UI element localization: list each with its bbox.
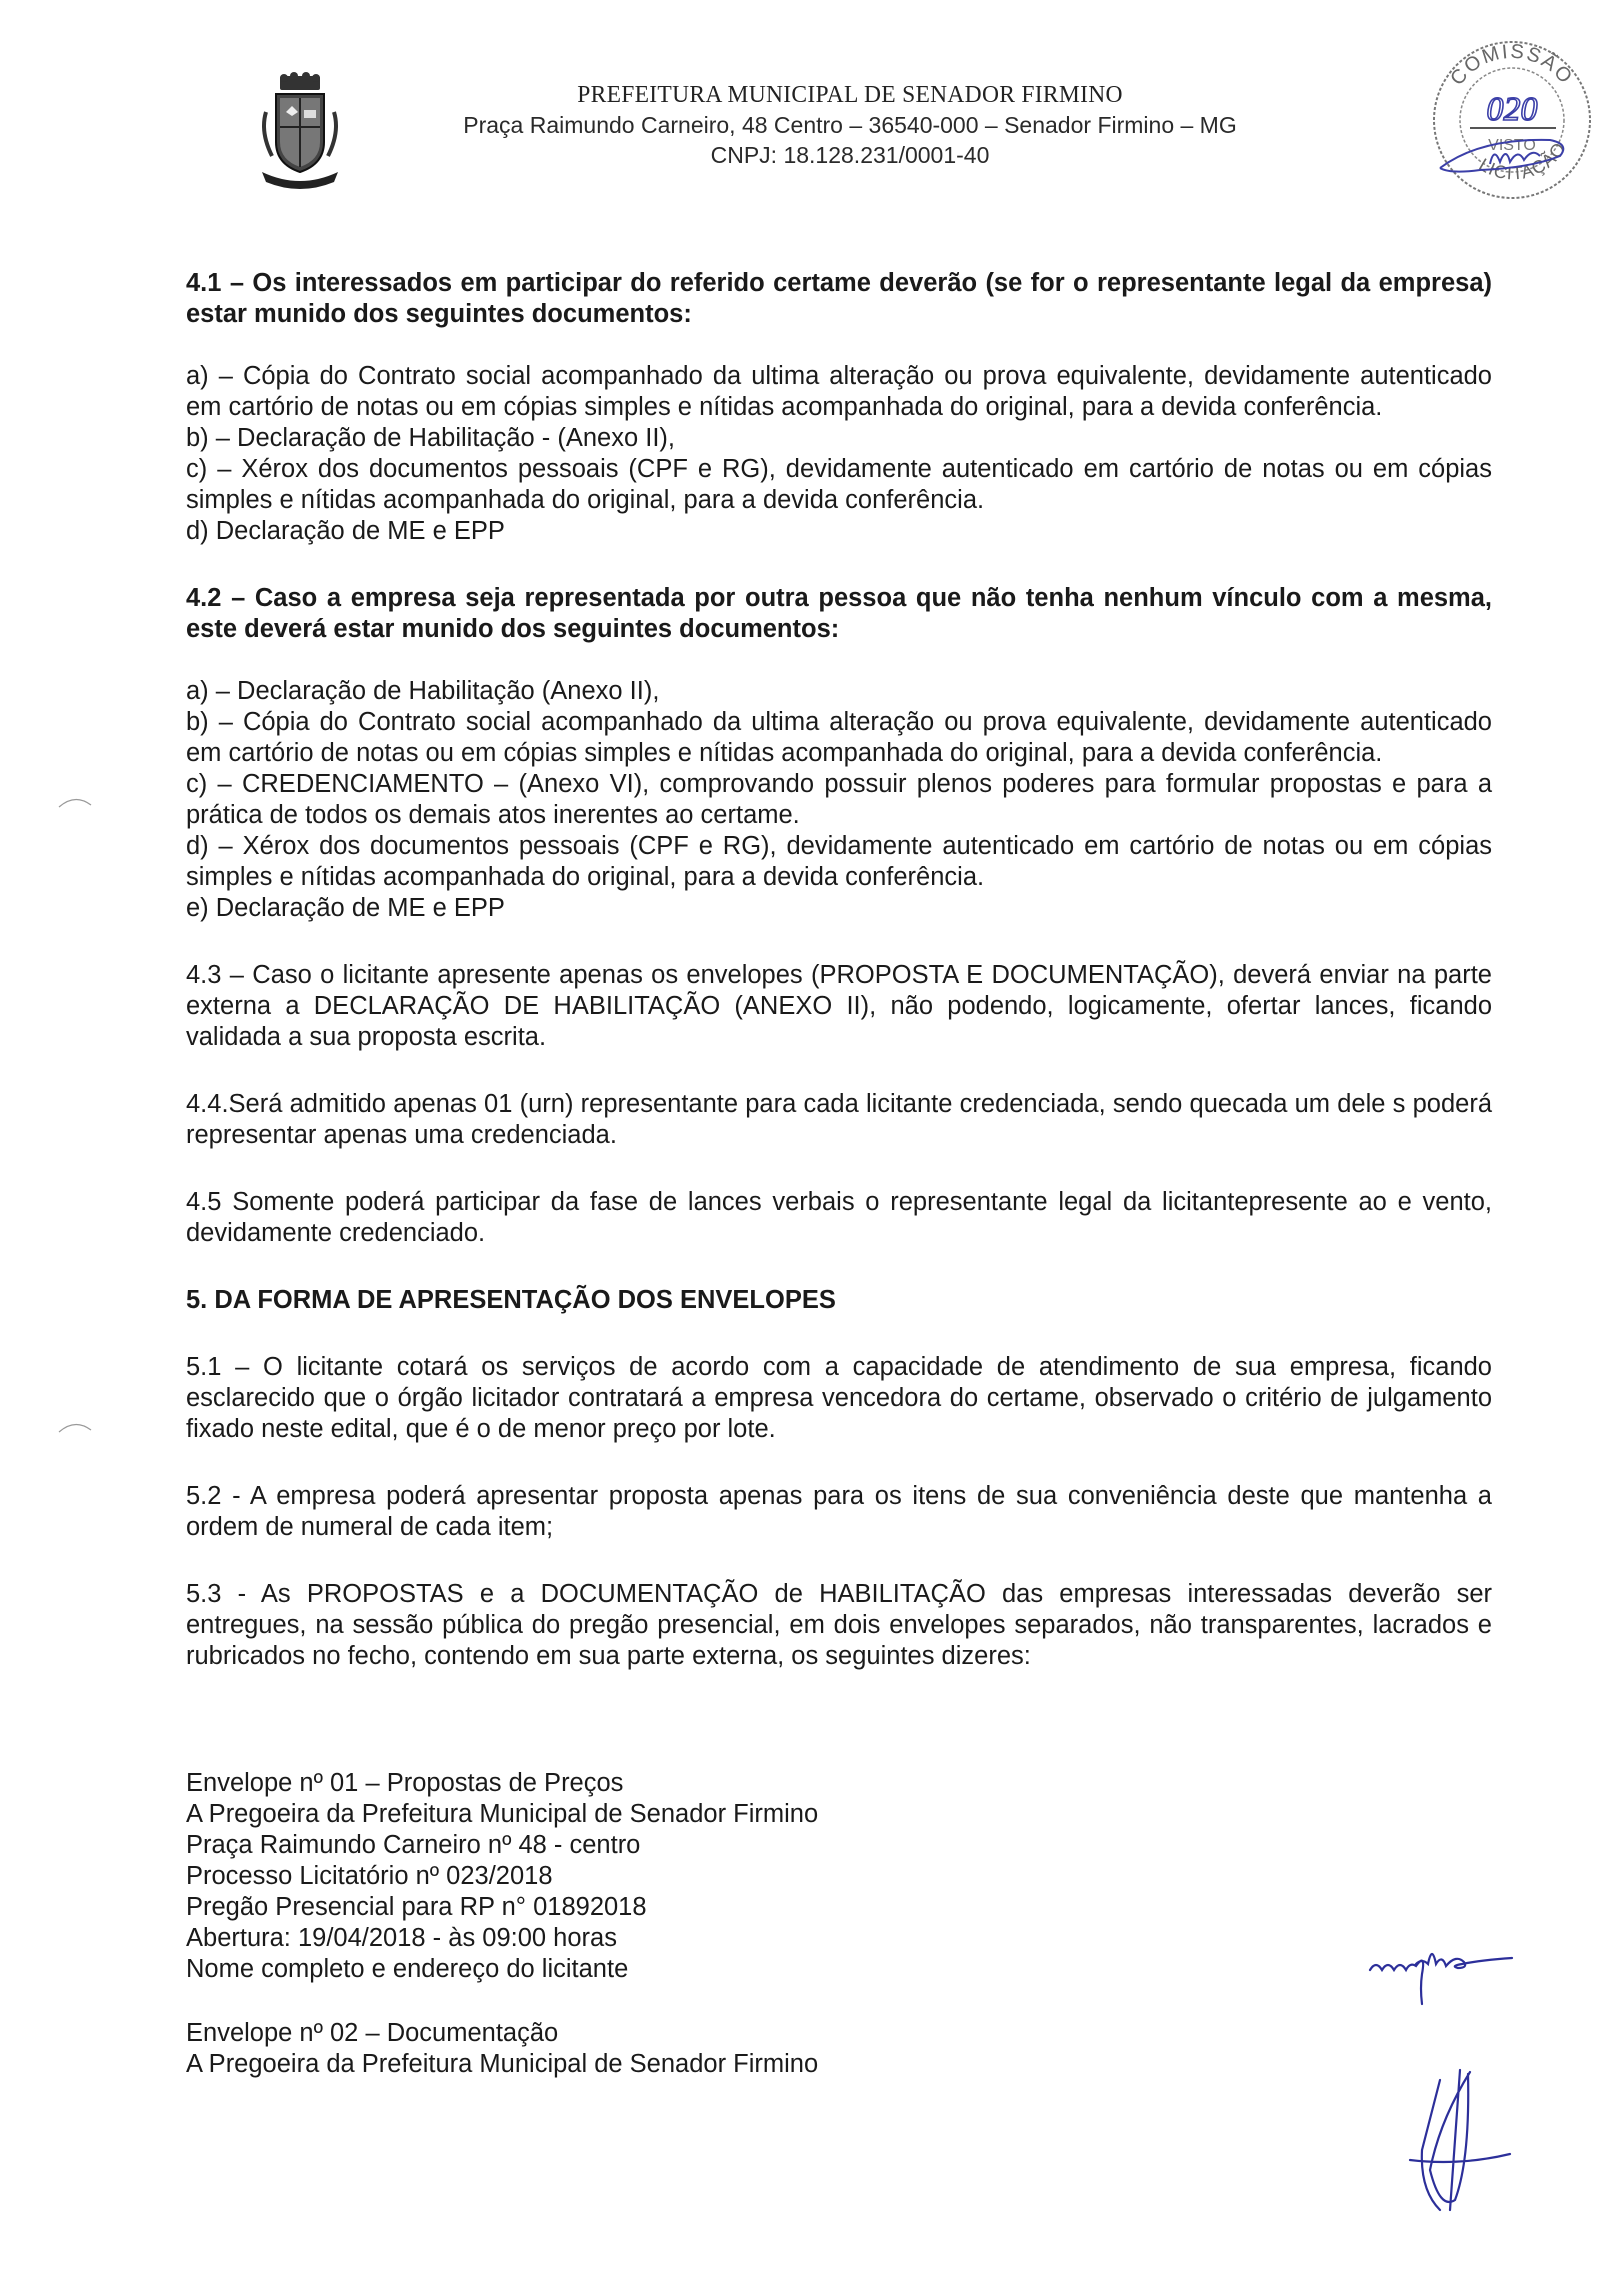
section-4-1-item-a: a) – Cópia do Contrato social acompanhado da ultima alteração ou prova equivalente, devidamente autenticado em cartório de notas ou em cópias simples e nítidas acompanhada do original, para a devida conferência. [186,362,1492,421]
envelope-2-label [186,2018,1086,2080]
section-4-1-item-b: b) – Declaração de Habilitação - (Anexo II), [186,424,675,452]
header-cnpj: CNPJ: 18.128.231/0001-40 [710,142,990,168]
header-title: PREFEITURA MUNICIPAL DE SENADOR FIRMINO [577,82,1123,108]
svg-text:COMISSÃO: COMISSÃO [1446,40,1578,90]
section-4-1-item-d: d) Declaração de ME e EPP [186,517,505,545]
section-5-1: 5.1 – O licitante cotará os serviços de acordo com a capacidade de atendimento de sua empresa, ficando esclarecido que o órgão licitador contratará a empresa vencedora do certame, observado o critério de julgamento fixado neste edital, que é o de menor preço por lote. [186,1353,1492,1443]
document-body [186,268,1492,1672]
section-4-4: 4.4.Será admitido apenas 01 (urn) representante para cada licitante credenciada, sendo quecada um dele s poderá representar apenas uma credenciada. [186,1090,1492,1149]
section-4-5: 4.5 Somente poderá participar da fase de lances verbais o representante legal da licitantepresente ao e vento, devidamente credenciado. [186,1188,1492,1247]
envelope-1-line: A Pregoeira da Prefeitura Municipal de Senador Firmino [186,1800,819,1828]
envelope-1-line: Praça Raimundo Carneiro nº 48 - centro [186,1831,641,1859]
section-4-1-item-c: c) – Xérox dos documentos pessoais (CPF e RG), devidamente autenticado em cartório de notas ou em cópias simples e nítidas acompanhada do original, para a devida conferência. [186,455,1492,514]
commission-stamp [1420,28,1600,208]
section-5-2: 5.2 - A empresa poderá apresentar proposta apenas para os itens de sua conveniência deste que mantenha a ordem de numeral de cada item; [186,1482,1492,1541]
punch-hole-mark [55,1420,95,1434]
section-4-2-heading: 4.2 – Caso a empresa seja representada por outra pessoa que não tenha nenhum vínculo com a mesma, este deverá estar munido dos seguintes documentos: [186,584,1492,643]
svg-text:LICITAÇÃO: LICITAÇÃO [1475,138,1570,184]
section-4-2-item-e: e) Declaração de ME e EPP [186,894,505,922]
section-4-3: 4.3 – Caso o licitante apresente apenas os envelopes (PROPOSTA E DOCUMENTAÇÃO), deverá enviar na parte externa a DECLARAÇÃO DE HABILITAÇÃO (ANEXO II), não podendo, logicamente, ofertar lances, ficando validada a sua proposta escrita. [186,961,1492,1051]
envelope-2-line: Envelope nº 02 – Documentação [186,2019,559,2047]
section-5-heading: 5. DA FORMA DE APRESENTAÇÃO DOS ENVELOPES [186,1286,836,1314]
letterhead [0,0,1600,200]
section-4-2-item-a: a) – Declaração de Habilitação (Anexo II), [186,677,660,705]
section-4-2-item-b: b) – Cópia do Contrato social acompanhado da ultima alteração ou prova equivalente, devidamente autenticado em cartório de notas ou em cópias simples e nítidas acompanhada do original, para a devida conferência. [186,708,1492,767]
handwritten-signature [1400,2060,1520,2220]
punch-hole-mark [55,795,95,809]
envelope-1-line: Abertura: 19/04/2018 - às 09:00 horas [186,1924,617,1952]
section-5-3: 5.3 - As PROPOSTAS e a DOCUMENTAÇÃO de HABILITAÇÃO das empresas interessadas deverão ser entregues, na sessão pública do pregão presencial, em dois envelopes separados, não transparentes, lacrados e rubricados no fecho, contendo em sua parte externa, os seguintes dizeres: [186,1580,1492,1670]
handwritten-initials-signature [1360,1940,1540,2010]
envelope-1-label [186,1768,1086,1985]
envelope-2-line: A Pregoeira da Prefeitura Municipal de Senador Firmino [186,2050,819,2078]
envelope-1-line: Processo Licitatório nº 023/2018 [186,1862,553,1890]
section-4-2-item-c: c) – CREDENCIAMENTO – (Anexo VI), comprovando possuir plenos poderes para formular propostas e para a prática de todos os demais atos inerentes ao certame. [186,770,1492,829]
envelope-1-line: Envelope nº 01 – Propostas de Preços [186,1769,624,1797]
envelope-1-line: Nome completo e endereço do licitante [186,1955,629,1983]
section-4-1-heading: 4.1 – Os interessados em participar do referido certame deverão (se for o representante legal da empresa) estar munido dos seguintes documentos: [186,269,1492,328]
svg-text:020: 020 [1486,91,1538,128]
envelope-1-line: Pregão Presencial para RP n° 01892018 [186,1893,647,1921]
header-address: Praça Raimundo Carneiro, 48 Centro – 36540-000 – Senador Firmino – MG [463,112,1237,138]
svg-text:VISTO: VISTO [1488,137,1536,154]
section-4-2-item-d: d) – Xérox dos documentos pessoais (CPF e RG), devidamente autenticado em cartório de notas ou em cópias simples e nítidas acompanhada do original, para a devida conferência. [186,832,1492,891]
